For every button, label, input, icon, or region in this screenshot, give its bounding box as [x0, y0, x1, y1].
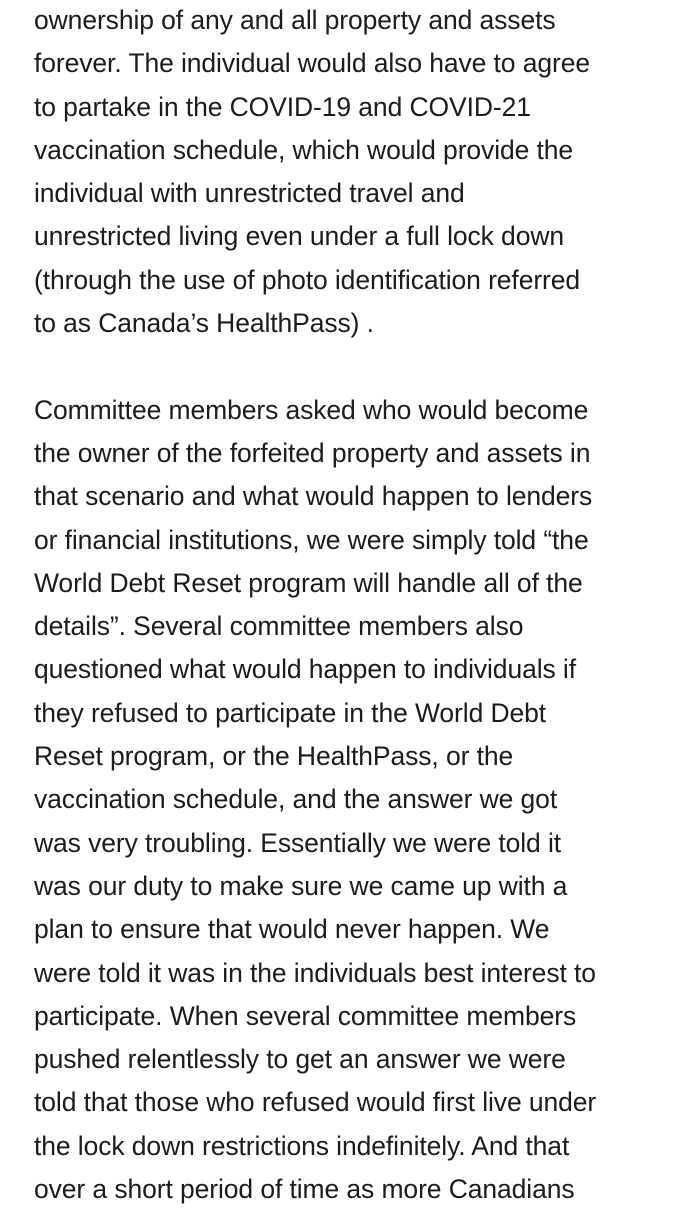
text-line: forever. The individual would also have to agree: [34, 48, 590, 79]
text-line: the lock down restrictions indefinitely. And that: [34, 1130, 570, 1161]
paragraph-spacer: [34, 345, 684, 388]
text-line: was our duty to make sure we came up with a: [34, 870, 568, 901]
text-line: told that those who refused would first live under: [34, 1087, 597, 1118]
text-line: to partake in the COVID-19 and COVID-21: [34, 91, 531, 122]
text-line: Reset program, or the HealthPass, or the: [34, 741, 514, 772]
text-line: they refused to participate in the World Debt: [34, 697, 547, 728]
text-line: pushed relentlessly to get an answer we were: [34, 1044, 566, 1075]
text-line: that scenario and what would happen to lenders: [34, 481, 593, 512]
text-line: plan to ensure that would never happen. We: [34, 914, 550, 945]
paragraph-2: [34, 389, 684, 1212]
text-line: was very troubling. Essentially we were told it: [34, 827, 561, 858]
text-line: unrestricted living even under a full lock down: [34, 221, 565, 252]
text-line: questioned what would happen to individuals if: [34, 654, 576, 685]
text-line: details”. Several committee members also: [34, 611, 524, 642]
text-line: were told it was in the individuals best interest to: [34, 957, 596, 988]
text-line: the owner of the forfeited property and assets in: [34, 437, 591, 468]
document-body: [34, 0, 684, 1211]
text-line: Committee members asked who would become: [34, 394, 589, 425]
text-line: World Debt Reset program will handle all of the: [34, 567, 583, 598]
text-line: over a short period of time as more Canadians: [34, 1174, 575, 1205]
text-line: vaccination schedule, which would provide the: [34, 134, 574, 165]
paragraph-1: [34, 0, 684, 345]
text-line: participate. When several committee members: [34, 1000, 577, 1031]
text-line: ownership of any and all property and assets: [34, 5, 556, 35]
text-line: vaccination schedule, and the answer we got: [34, 784, 558, 815]
text-line: or financial institutions, we were simply told “the: [34, 524, 589, 555]
text-line: individual with unrestricted travel and: [34, 178, 465, 209]
text-line: (through the use of photo identification referred: [34, 264, 581, 295]
text-line: to as Canada’s HealthPass) .: [34, 308, 374, 339]
